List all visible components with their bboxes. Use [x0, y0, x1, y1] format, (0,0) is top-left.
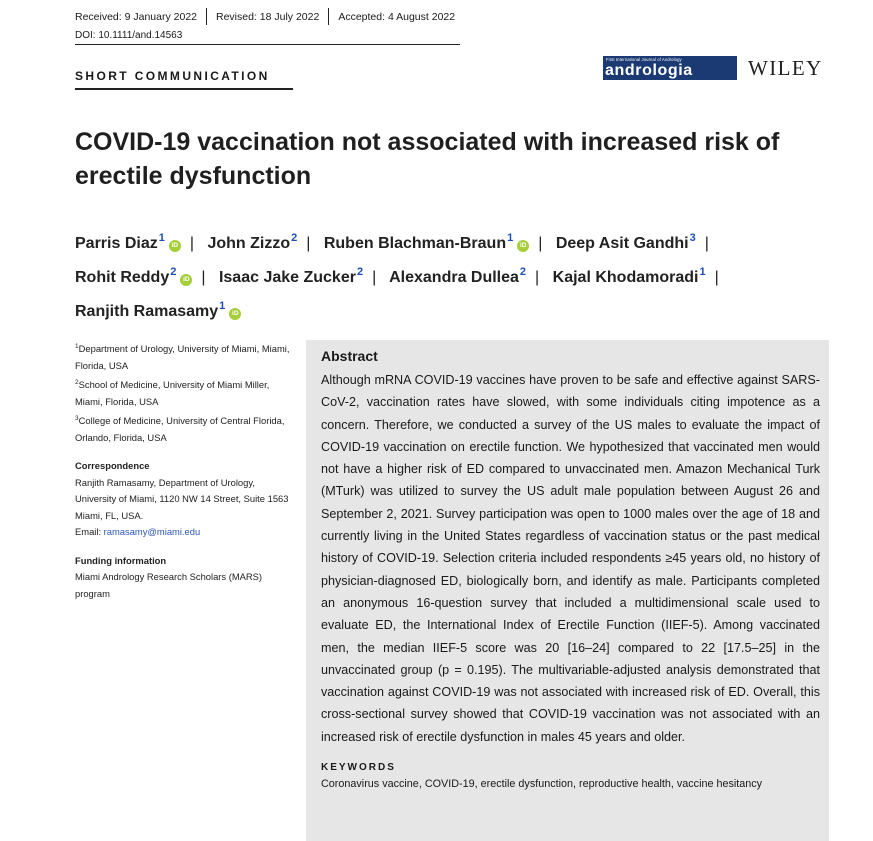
divider	[206, 8, 207, 25]
revised-date: Revised: 18 July 2022	[216, 10, 320, 23]
funding-heading: Funding information	[75, 554, 167, 566]
separator: |	[535, 269, 540, 286]
orcid-icon[interactable]: iD	[169, 240, 181, 252]
orcid-icon[interactable]: iD	[229, 308, 241, 320]
received-date: Received: 9 January 2022	[75, 10, 197, 23]
author[interactable]: Alexandra Dullea$^2$	[389, 266, 527, 286]
author[interactable]: John Zizzo$^2$	[207, 232, 298, 252]
article-dates	[75, 8, 455, 25]
divider	[328, 8, 329, 25]
publisher-logo[interactable]: WILEY	[748, 56, 823, 80]
affiliation: $^3$College of Medicine, University of Central Florida, Orlando, Florida, USA	[75, 415, 285, 443]
section-rule	[75, 88, 293, 90]
author[interactable]: Rohit Reddy$^2$iD	[75, 269, 192, 286]
journal-tagline: First International Journal of Andrology	[606, 57, 682, 62]
separator: |	[201, 269, 206, 286]
correspondence-heading: Correspondence	[75, 460, 150, 472]
author[interactable]: Deep Asit Gandhi$^3$	[555, 232, 696, 252]
author[interactable]: Ranjith Ramasamy$^1$iD	[75, 303, 241, 320]
author[interactable]: Kajal Khodamoradi$^1$	[552, 266, 706, 286]
affiliation: $^2$School of Medicine, University of Miami Miller, Miami, Florida, USA	[75, 379, 270, 407]
keywords-heading: KEYWORDS	[321, 762, 396, 774]
separator: |	[372, 269, 377, 286]
journal-name: andrologia	[605, 62, 693, 79]
paper-title: COVID-19 vaccination not associated with increased risk of erectile dysfunction	[75, 128, 780, 190]
separator: |	[538, 235, 543, 252]
doi[interactable]: DOI: 10.1111/and.14563	[75, 30, 183, 41]
keywords-text: Coronavirus vaccine, COVID-19, erectile dysfunction, reproductive health, vaccine hesitancy	[321, 778, 763, 791]
abstract-heading: Abstract	[321, 348, 378, 364]
article-info	[75, 339, 297, 602]
funding-text: Miami Andrology Research Scholars (MARS) program	[75, 571, 263, 599]
journal-logo[interactable]	[603, 56, 737, 80]
affiliation: $^1$Department of Urology, University of Miami, Miami, Florida, USA	[75, 343, 290, 371]
accepted-date: Accepted: 4 August 2022	[338, 10, 456, 23]
separator: |	[714, 269, 719, 286]
abstract-text: Although mRNA COVID-19 vaccines have proven to be safe and effective against SARS-CoV-2, vaccination rates have slowed, with some individuals citing impotence as a concern. Therefore, we conducted a survey of the US males to evaluate the impact of COVID-19 vaccination on erectile function. We hypothesized that vaccinated men would not have a higher risk of ED compared to unvaccinated men. Amazon Mechanical Turk (MTurk) was utilized to survey the US adult male population between August 26 and September 2, 2021. Survey participation was open to 1000 males over the age of 18 and currently living in the United States regardless of vaccination status or the past medical history of COVID-19. Selection criteria included respondents ≥45 years old, no history of physician-diagnosed ED, biologically born, and identify as male. Participants completed an anonymous 16-question survey that included a multidimensional scale used to evaluate ED, the International Index of Erectile Function (IIEF-5). Among vaccinated men, the median IIEF-5 score was 20 [16–24] compared to 22 [17.5–25] in the unvaccinated group (p = 0.195). The multivariable-adjusted analysis demonstrated that vaccination against COVID-19 was not associated with increased risk of ED. Overall, this cross-sectional survey showed that COVID-19 vaccination was not associated with an increased risk of erectile dysfunction in males 45 years and older.	[321, 373, 820, 744]
correspondence-email: Email: ramasamy@miami.edu	[75, 526, 201, 538]
author-list	[75, 224, 805, 326]
section-type: SHORT COMMUNICATION	[75, 69, 270, 83]
header-rule	[75, 44, 460, 45]
abstract-box	[306, 340, 829, 841]
author[interactable]: Ruben Blachman-Braun$^1$iD	[324, 235, 529, 252]
author[interactable]: Isaac Jake Zucker$^2$	[218, 266, 364, 286]
separator: |	[189, 235, 194, 252]
correspondence-text: Ranjith Ramasamy, Department of Urology, University of Miami, 1120 NW 14 Street, Suite 1563 Miami, FL, USA.	[75, 476, 289, 521]
author[interactable]: Parris Diaz$^1$iD	[75, 235, 181, 252]
email-link[interactable]: ramasamy@miami.edu	[103, 526, 201, 538]
separator: |	[704, 235, 709, 252]
orcid-icon[interactable]: iD	[517, 240, 529, 252]
orcid-icon[interactable]: iD	[180, 274, 192, 286]
separator: |	[306, 235, 311, 252]
